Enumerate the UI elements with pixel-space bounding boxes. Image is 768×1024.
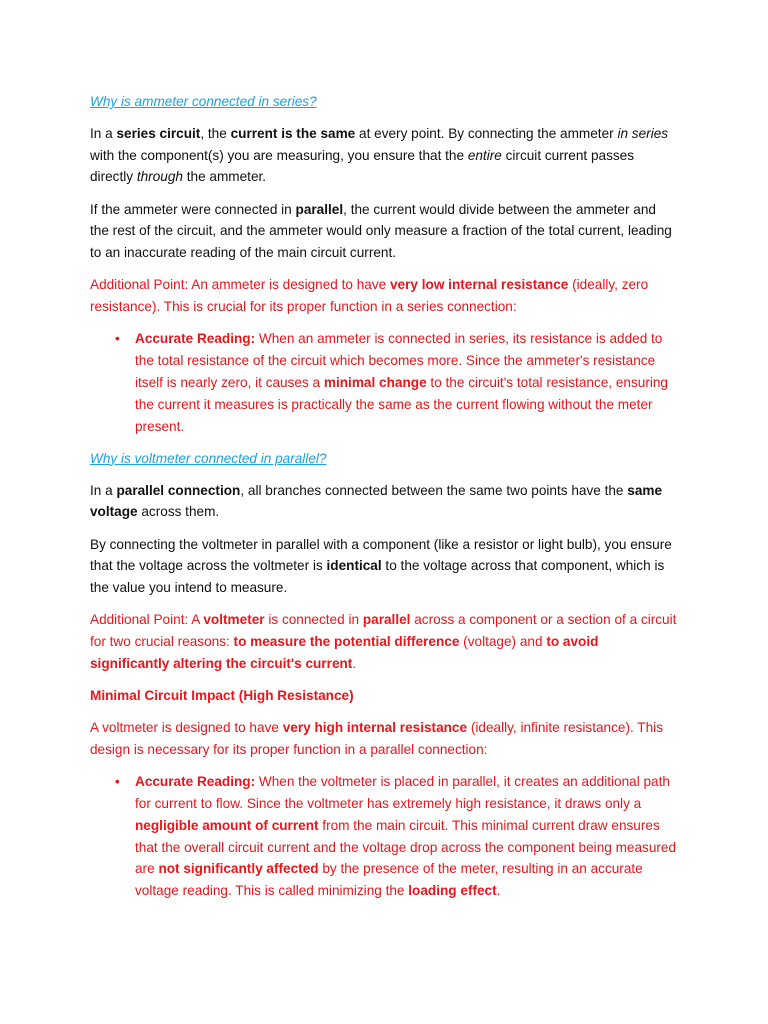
list-item: [115, 328, 678, 437]
text: is connected in: [264, 612, 363, 628]
paragraph-parallel-connection: [90, 480, 678, 524]
bold-text: Accurate Reading:: [135, 331, 256, 347]
bold-text: parallel: [295, 201, 344, 217]
text: In a: [90, 482, 117, 498]
text: (ideally, infinite resistance). This design is necessary for its proper function in a parallel connection:: [90, 720, 663, 758]
paragraph-voltmeter-parallel: [90, 534, 678, 599]
bold-text: to avoid significantly altering the circuit's current: [90, 634, 599, 671]
bullet-list-ammeter: [90, 328, 678, 437]
text: the ammeter.: [182, 169, 267, 185]
bullet-icon: •: [115, 331, 120, 347]
document-page: [90, 91, 678, 912]
italic-text: entire: [467, 147, 502, 163]
text: to the voltage across that component, which is the value you intend to measure.: [90, 558, 665, 596]
bold-text: very low internal resistance: [390, 277, 569, 293]
text: Additional Point: A: [90, 612, 204, 628]
text: with the component(s) you are measuring, you ensure that the: [90, 147, 468, 163]
text: at every point. By connecting the ammeter: [355, 125, 618, 141]
bullet-icon: •: [115, 774, 120, 790]
text: circuit current passes directly: [90, 147, 635, 185]
text: A voltmeter is designed to have: [90, 720, 283, 736]
text: .: [352, 655, 357, 671]
bold-text: Accurate Reading:: [135, 774, 256, 790]
bold-text: voltmeter: [203, 612, 265, 628]
italic-text: in series: [617, 125, 669, 141]
subheading-minimal-circuit-impact: Minimal Circuit Impact (High Resistance): [90, 688, 354, 704]
bold-text: identical: [326, 558, 382, 574]
paragraph-ammeter-additional-point: [90, 274, 678, 318]
italic-text: through: [136, 169, 183, 185]
text: , the: [200, 125, 231, 141]
bold-text: very high internal resistance: [282, 720, 468, 736]
bold-text: parallel connection: [116, 482, 241, 498]
paragraph-series-circuit: [90, 123, 678, 188]
text: to the circuit's total resistance, ensuring the current it measures is practically the same as the current flowing without the meter present.: [135, 374, 668, 434]
text: When an ammeter is connected in series, its resistance is added to the total resistance of the circuit which becomes more. Since the ammeter's resistance itself is nearly zero, it causes a: [135, 331, 663, 390]
text: across a component or a section of a circuit for two crucial reasons:: [90, 612, 677, 650]
paragraph-voltmeter-high-resistance: [90, 717, 678, 761]
bold-text: same voltage: [90, 482, 663, 520]
text: By connecting the voltmeter in parallel with a component (like a resistor or light bulb), you ensure that the voltage across the voltmeter is: [90, 536, 672, 574]
bold-text: parallel: [362, 612, 411, 628]
text: by the presence of the meter, resulting in an accurate voltage reading. This is called minimizing the: [135, 861, 643, 899]
paragraph-ammeter-parallel: [90, 199, 678, 264]
bold-text: current is the same: [230, 125, 356, 141]
bold-text: minimal change: [323, 374, 427, 390]
text: , the current would divide between the ammeter and the rest of the circuit, and the ammeter would only measure a fraction of the total current, leading to an inaccurate reading of the main circuit current.: [90, 201, 672, 261]
bold-text: to measure the potential difference: [233, 634, 460, 650]
text: from the main circuit. This minimal current draw ensures that the overall circuit current and the voltage drop across the component being measured are: [135, 817, 677, 877]
text: (voltage) and: [459, 634, 547, 650]
text: (ideally, zero resistance). This is crucial for its proper function in a series connection:: [90, 277, 649, 315]
text: .: [496, 883, 501, 899]
text: , all branches connected between the same two points have the: [240, 482, 628, 498]
paragraph-voltmeter-additional-point: [90, 609, 678, 674]
text: In a: [90, 125, 117, 141]
text: across them.: [137, 504, 220, 520]
text: Additional Point: An ammeter is designed to have: [90, 277, 390, 293]
bold-text: negligible amount of current: [135, 817, 319, 833]
section-heading-ammeter[interactable]: Why is ammeter connected in series?: [90, 94, 317, 109]
text: When the voltmeter is placed in parallel, it creates an additional path for current to flow. Since the voltmeter has extremely high resistance, it draws only a: [135, 774, 670, 812]
bold-text: series circuit: [116, 125, 201, 141]
list-item: [115, 771, 678, 902]
section-heading-voltmeter[interactable]: Why is voltmeter connected in parallel?: [90, 450, 327, 466]
bold-text: loading effect: [408, 883, 497, 899]
text: If the ammeter were connected in: [90, 201, 296, 217]
bold-text: not significantly affected: [158, 861, 319, 877]
bullet-list-voltmeter: [90, 771, 678, 902]
